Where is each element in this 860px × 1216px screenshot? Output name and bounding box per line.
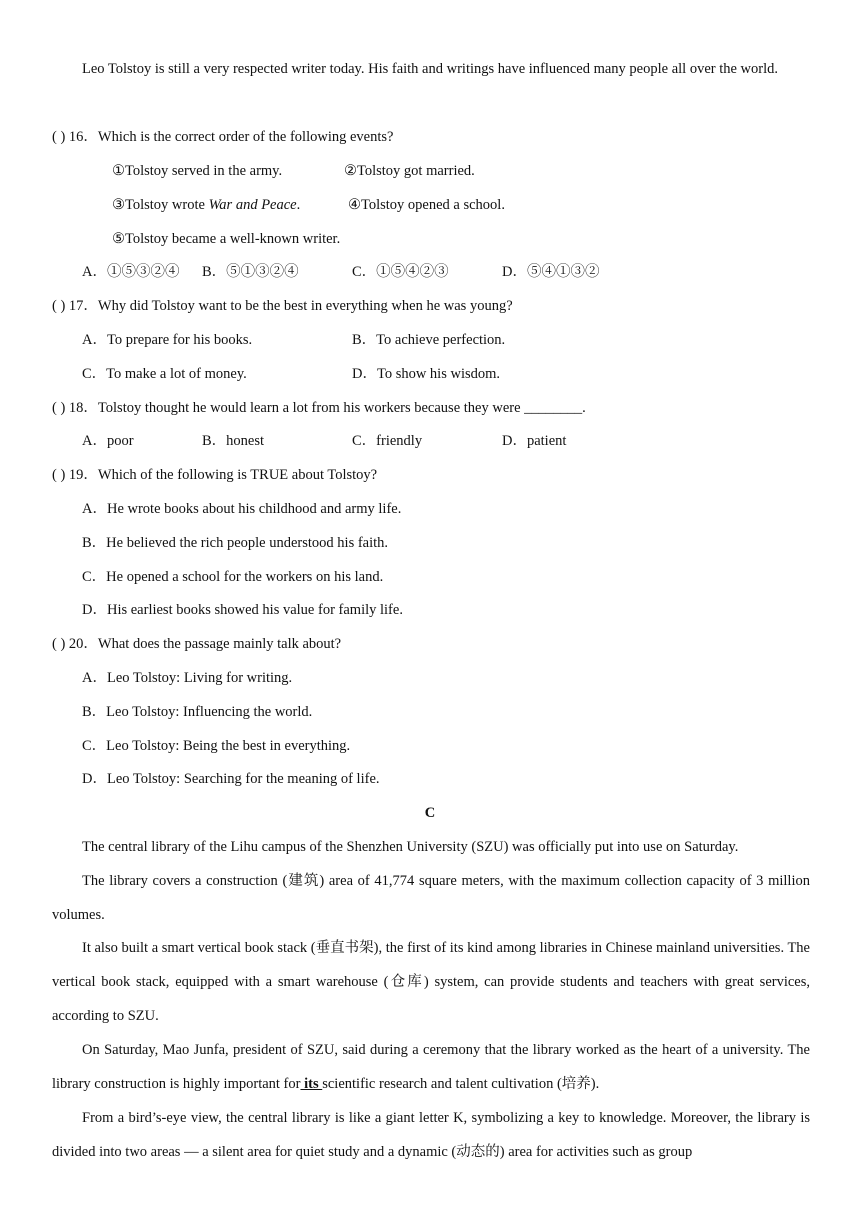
event-3 [112,195,300,215]
question-number: 16． [68,129,98,145]
event-3-text: ③Tolstoy wrote [112,197,209,213]
question-stem: Which is the correct order of the following events? [97,129,394,145]
answer-bracket[interactable]: ( ) [52,400,66,416]
event-5: ⑤Tolstoy became a well-known writer. [112,231,341,247]
option-20-b[interactable]: B．Leo Tolstoy: Influencing the world. [82,704,313,720]
section-title: C [424,805,436,821]
question-17 [52,296,513,316]
option-17-a[interactable]: A．To prepare for his books. [82,332,253,348]
passage-c-paragraph-5: From a bird’s-eye view, the central library is like a giant letter K, symbolizing a key to knowledge. Moreover, the library is divided into two areas — a silent area for quiet study and a dynamic (动态的) area for activities such as group [52,1110,810,1160]
paragraph-4-text-b: scientific research and talent cultivation (培养). [322,1076,600,1092]
question-number: 18． [68,400,98,416]
option-20-a[interactable]: A．Leo Tolstoy: Living for writing. [82,670,293,686]
option-20-d[interactable]: D．Leo Tolstoy: Searching for the meaning of life. [82,771,380,787]
option-18-c[interactable]: C．friendly [352,433,423,449]
passage-c-paragraph-2: The library covers a construction (建筑) area of 41,774 square meters, with the maximum collection capacity of 3 million volumes. [52,873,810,923]
question-stem: What does the passage mainly talk about? [97,636,342,652]
option-19-a[interactable]: A．He wrote books about his childhood and army life. [82,501,402,517]
answer-bracket[interactable]: ( ) [52,298,66,314]
passage-c-paragraph-4 [52,1033,810,1101]
question-stem: Why did Tolstoy want to be the best in everything when he was young? [97,298,513,314]
question-16 [52,127,393,147]
event-4: ④Tolstoy opened a school. [348,197,505,213]
answer-bracket[interactable]: ( ) [52,467,66,483]
question-number: 17． [68,298,98,314]
option-18-b[interactable]: B．honest [202,433,265,449]
passage-b-closing-paragraph: Leo Tolstoy is still a very respected writer today. His faith and writings have influenced many people all over the world. [82,61,778,77]
option-19-d[interactable]: D．His earliest books showed his value for family life. [82,602,403,618]
question-18 [52,398,586,418]
question-stem: Tolstoy thought he would learn a lot from his workers because they were ________. [97,400,586,416]
option-16-b[interactable]: B．⑤①③②④ [202,264,299,280]
option-17-c[interactable]: C．To make a lot of money. [82,366,247,382]
passage-c-paragraph-1: The central library of the Lihu campus of the Shenzhen University (SZU) was officially put into use on Saturday. [82,839,739,855]
event-2: ②Tolstoy got married. [344,163,475,179]
option-17-b[interactable]: B．To achieve perfection. [352,332,506,348]
answer-bracket[interactable]: ( ) [52,636,66,652]
paragraph-4-text-a: On Saturday, Mao Junfa, president of SZU, said during a ceremony that the library worked as the heart of a university. The library construction is highly important for [52,1042,810,1092]
question-number: 19． [68,467,98,483]
option-19-c[interactable]: C．He opened a school for the workers on his land. [82,569,384,585]
option-19-b[interactable]: B．He believed the rich people understood his faith. [82,535,389,551]
option-16-c[interactable]: C．①⑤④②③ [352,264,449,280]
question-number: 20． [68,636,98,652]
option-18-d[interactable]: D．patient [502,433,567,449]
answer-bracket[interactable]: ( ) [52,129,66,145]
option-16-d[interactable]: D．⑤④①③② [502,264,600,280]
option-18-a[interactable]: A．poor [82,433,134,449]
question-stem: Which of the following is TRUE about Tolstoy? [97,467,378,483]
passage-c-paragraph-3: It also built a smart vertical book stack (垂直书架), the first of its kind among libraries in Chinese mainland universities. The vertical book stack, equipped with a smart warehouse (仓库) system, can provide students and teachers with great services, according to SZU. [52,940,810,1024]
option-17-d[interactable]: D．To show his wisdom. [352,366,501,382]
event-3-period: . [296,197,301,213]
question-19 [52,465,377,485]
book-title: War and Peace [208,197,297,213]
event-1: ①Tolstoy served in the army. [112,163,283,179]
underlined-word-its: its [300,1076,323,1092]
question-20 [52,634,341,654]
option-20-c[interactable]: C．Leo Tolstoy: Being the best in everything. [82,738,351,754]
option-16-a[interactable]: A．①⑤③②④ [82,264,180,280]
